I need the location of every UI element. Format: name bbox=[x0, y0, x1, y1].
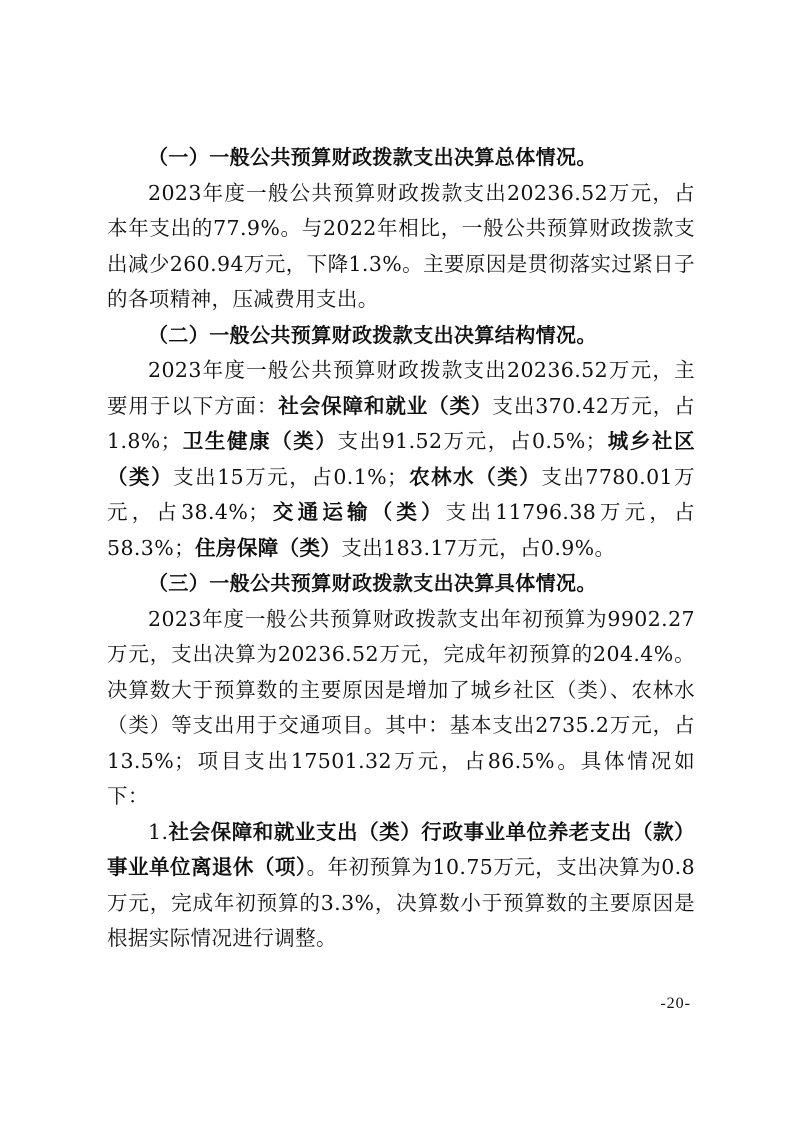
document-page bbox=[107, 140, 695, 957]
category-housing-label: 住房保障（类） bbox=[195, 535, 342, 560]
section-3-body: 2023年度一般公共预算财政拨款支出年初预算为9902.27万元，支出决算为20236.52万元，完成年初预算的204.4%。决算数大于预算数的主要原因是增加了城乡社区（类）、农林水（类）等支出用于交通项目。其中：基本支出2735.2万元，占13.5%；项目支出17501.32万元，占86.5%。具体情况如下： bbox=[107, 606, 695, 808]
section-2-intro: 2023年度一般公共预算财政拨款支出20236.52万元，主要用于以下方面： bbox=[107, 358, 695, 418]
category-social-security-text: 支出370.42万元，占1.8%； bbox=[107, 393, 696, 453]
item-1-body: 。年初预算为10.75万元，支出决算为0.8万元，完成年初预算的3.3%，决算数小于预算数的主要原因是根据实际情况进行调整。 bbox=[107, 855, 696, 950]
category-urban-rural-text: 支出15万元，占0.1%； bbox=[173, 464, 408, 489]
category-social-security-label: 社会保障和就业（类） bbox=[278, 393, 493, 418]
category-transport-text: 支出11796.38万元，占58.3%； bbox=[107, 500, 695, 560]
category-housing-text: 支出183.17万元，占0.9%。 bbox=[341, 535, 616, 560]
section-1-heading: （一）一般公共预算财政拨款支出决算总体情况。 bbox=[148, 145, 597, 169]
item-1-number: 1. bbox=[148, 819, 169, 844]
category-agriculture-text: 支出7780.01万元，占38.4%； bbox=[107, 464, 695, 524]
section-1-body: 2023年度一般公共预算财政拨款支出20236.52万元，占本年支出的77.9%。与2022年相比，一般公共预算财政拨款支出减少260.94万元，下降1.3%。主要原因是贯彻落实过紧日子的各项精神，压减费用支出。 bbox=[107, 180, 695, 311]
section-3-heading: （三）一般公共预算财政拨款支出决算具体情况。 bbox=[148, 571, 597, 595]
section-2-heading: （二）一般公共预算财政拨款支出决算结构情况。 bbox=[148, 322, 597, 347]
section-2-body bbox=[107, 353, 695, 566]
category-health-text: 支出91.52万元，占0.5%； bbox=[337, 429, 607, 453]
page-number: -20- bbox=[660, 995, 691, 1012]
category-agriculture-label: 农林水（类） bbox=[407, 464, 542, 489]
item-1-title: 社会保障和就业支出（类）行政事业单位养老支出（款）事业单位离退休（项） bbox=[107, 819, 695, 879]
category-transport-label: 交通运输（类） bbox=[269, 500, 446, 524]
category-health-label: 卫生健康（类） bbox=[181, 429, 338, 453]
category-urban-rural-label: 城乡社区（类） bbox=[107, 429, 695, 489]
item-1-paragraph bbox=[107, 815, 695, 957]
